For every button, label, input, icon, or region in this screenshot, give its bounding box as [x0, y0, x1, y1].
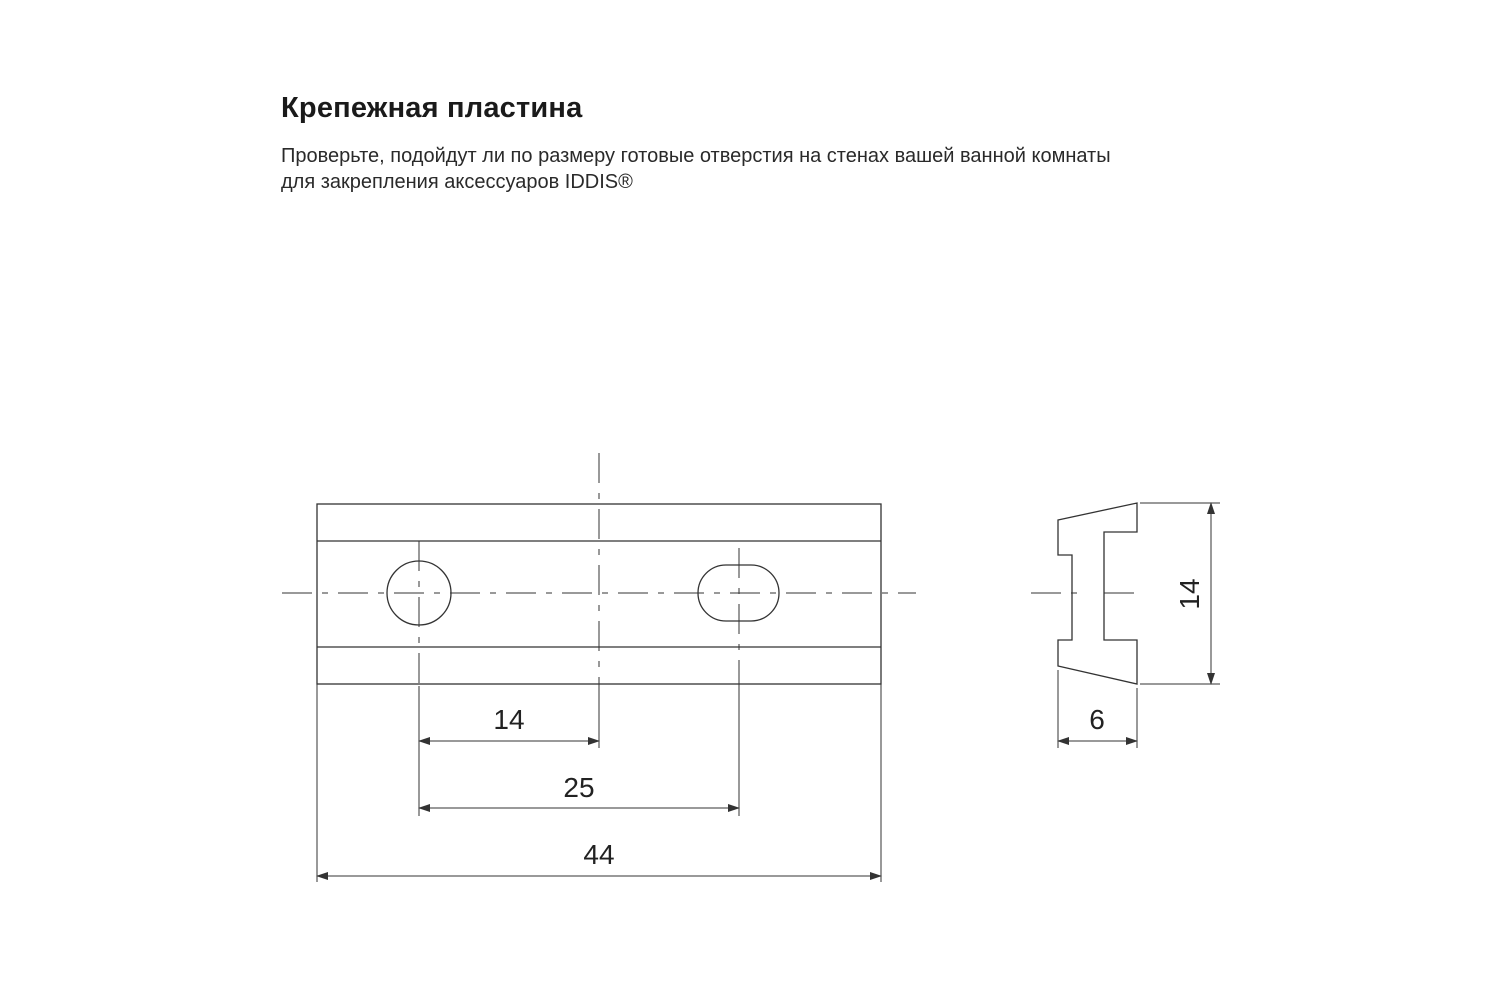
dimension-label-6: 6	[1089, 704, 1105, 735]
dimension-profile-height	[1174, 503, 1211, 684]
plate-side-profile	[1031, 503, 1220, 748]
dimension-label-44: 44	[583, 839, 615, 870]
page-title: Крепежная пластина	[281, 92, 583, 124]
description-line-2: для закрепления аксессуаров IDDIS®	[281, 171, 633, 193]
dimension-label-25: 25	[563, 772, 595, 803]
dimension-hole-to-center	[419, 704, 599, 741]
dimension-total-length	[317, 839, 881, 876]
description-line-1: Проверьте, подойдут ли по размеру готовые отверстия на стенах вашей ванной комнаты	[281, 145, 1111, 167]
dimension-profile-width	[1058, 704, 1137, 741]
dimension-hole-to-slot	[419, 772, 739, 808]
dimension-label-14: 14	[493, 704, 525, 735]
dimension-label-height-14: 14	[1174, 578, 1205, 610]
